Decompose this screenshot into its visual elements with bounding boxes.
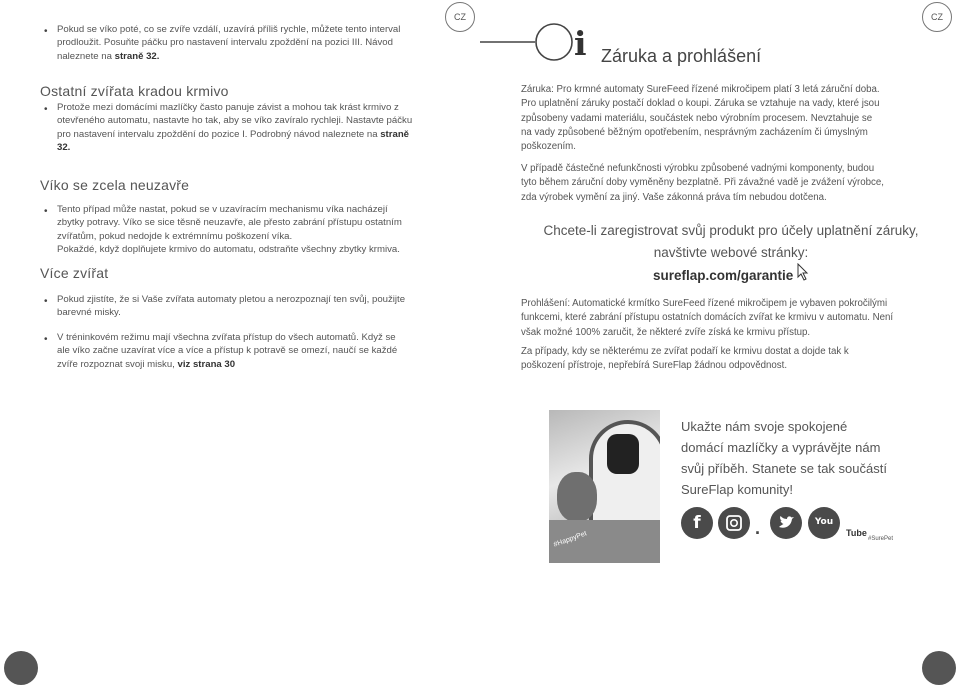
youtube-icon[interactable]: You [808, 507, 840, 539]
bullet: • [44, 104, 48, 115]
bullet: • [44, 206, 48, 217]
photo-hashtag: #HappyPet [552, 530, 588, 549]
youtube-wordmark[interactable]: Tube [846, 528, 867, 538]
language-badge-left: CZ [445, 2, 475, 32]
hashtag-surepet: #SurePet [868, 536, 894, 542]
declaration-paragraph: Prohlášení: Automatické krmítko SureFeed řízené mikročipem je vybaven pokročilými funkcemi, které zabrání přístupu ostatních domácích zvířat ke krmivu v automatu. Není však možné 100% zaručit, že některé zvíře získá ke krmivu přístup. [521, 298, 894, 338]
liability-paragraph: Za případy, kdy se některému ze zvířat podaří ke krmivu dostat a dojde tak k poškození přístroje, nepřebírá SureFlap žádnou odpovědnost. [521, 346, 849, 372]
corner-dot-left [4, 651, 38, 685]
bullet-training-mode: V tréninkovém režimu mají všechna zvířata přístup do všech automatů. Když se ale víko začne uzavírat více a více a přístup k potravě se omezí, naučí se každé zvíře rozpoznat svoji misku, viz strana 30 [57, 332, 398, 370]
section-title-other-animals: Ostatní zvířata kradou krmivo [40, 83, 229, 99]
pet-photo [549, 410, 660, 563]
bullet-colored-bowls: Pokud zjistíte, že si Vaše zvířata automaty pletou a nerozpoznají ten svůj, použijte barevné misky. [57, 294, 406, 319]
cursor-pointer-icon [796, 263, 810, 281]
instagram-icon[interactable] [718, 507, 750, 539]
warranty-paragraph: Záruka: Pro krmné automaty SureFeed řízené mikročipem platí 3 letá záruční doba. Pro uplatnění záruky postačí doklad o koupi. Záruka se vztahuje na vady, které jsou způsobeny vadami materiálu, součástek nebo výrobním procesem. Nevztahuje se na vady způsobené běžným opotřebením, nesprávným zacházením či úmyslným poškozením. [521, 84, 880, 153]
intro-paragraph: Pokud se víko poté, co se zvíře vzdálí, uzavírá příliš rychle, můžete tento interval prodloužit. Posuňte páčku pro nastavení intervalu zpoždění na pozici III. Návod naleznete na straně 32. [57, 24, 401, 62]
language-badge-right: CZ [922, 2, 952, 32]
section-body-other-animals: Protože mezi domácími mazlíčky často panuje závist a mohou tak krást krmivo z otevřeného automatu, nastavte ho tak, aby se víko zavíralo rychleji. Nastavte páčku pro nastavení intervalu zpoždění do pozice I. Podrobný návod naleznete na straně 32. [57, 102, 413, 154]
bullet: • [44, 26, 48, 37]
register-url-link[interactable]: sureflap.com/garantie [653, 268, 794, 283]
bullet: • [44, 334, 48, 345]
replacement-paragraph: V případě částečné nefunkčnosti výrobku způsobené vadnými komponenty, budou tyto během záruční doby vyměněny bezplatně. Při závažné vadě je zvážení výrobce, zda výrobek vymění za jiný. Vaše zákonná práva tím nebudou dotčena. [521, 163, 884, 203]
page-title-warranty: Záruka a prohlášení [601, 46, 762, 66]
facebook-icon[interactable]: f [681, 507, 713, 539]
twitter-icon[interactable] [770, 507, 802, 539]
info-icon: i [574, 24, 587, 63]
header-line-circle [478, 18, 578, 68]
section-title-lid-not-closing: Víko se zcela neuzavře [40, 177, 190, 193]
separator-dot: . [755, 518, 761, 538]
bullet: • [44, 296, 48, 307]
section-title-more-animals: Více zvířat [40, 265, 109, 281]
corner-dot-right [922, 651, 956, 685]
social-invite-text: Ukažte nám svoje spokojené domácí mazlíčky a vyprávějte nám svůj příběh. Stanete se tak součástí SureFlap komunity! [681, 419, 887, 497]
register-prompt: Chcete-li zaregistrovat svůj produkt pro účely uplatnění záruky, navštivte webové stránky: [543, 223, 919, 260]
section-body-lid-not-closing: Tento případ může nastat, pokud se v uzavíracím mechanismu víka nacházejí zbytky potravy. Víko se sice těsně neuzavře, ale přesto zabrání přístupu ostatním zvířatům, pokud nedojde k extrémnímu poškození víka. Pokaždé, když doplňujete krmivo do automatu, odstraňte všechny zbytky krmiva. [57, 204, 402, 256]
